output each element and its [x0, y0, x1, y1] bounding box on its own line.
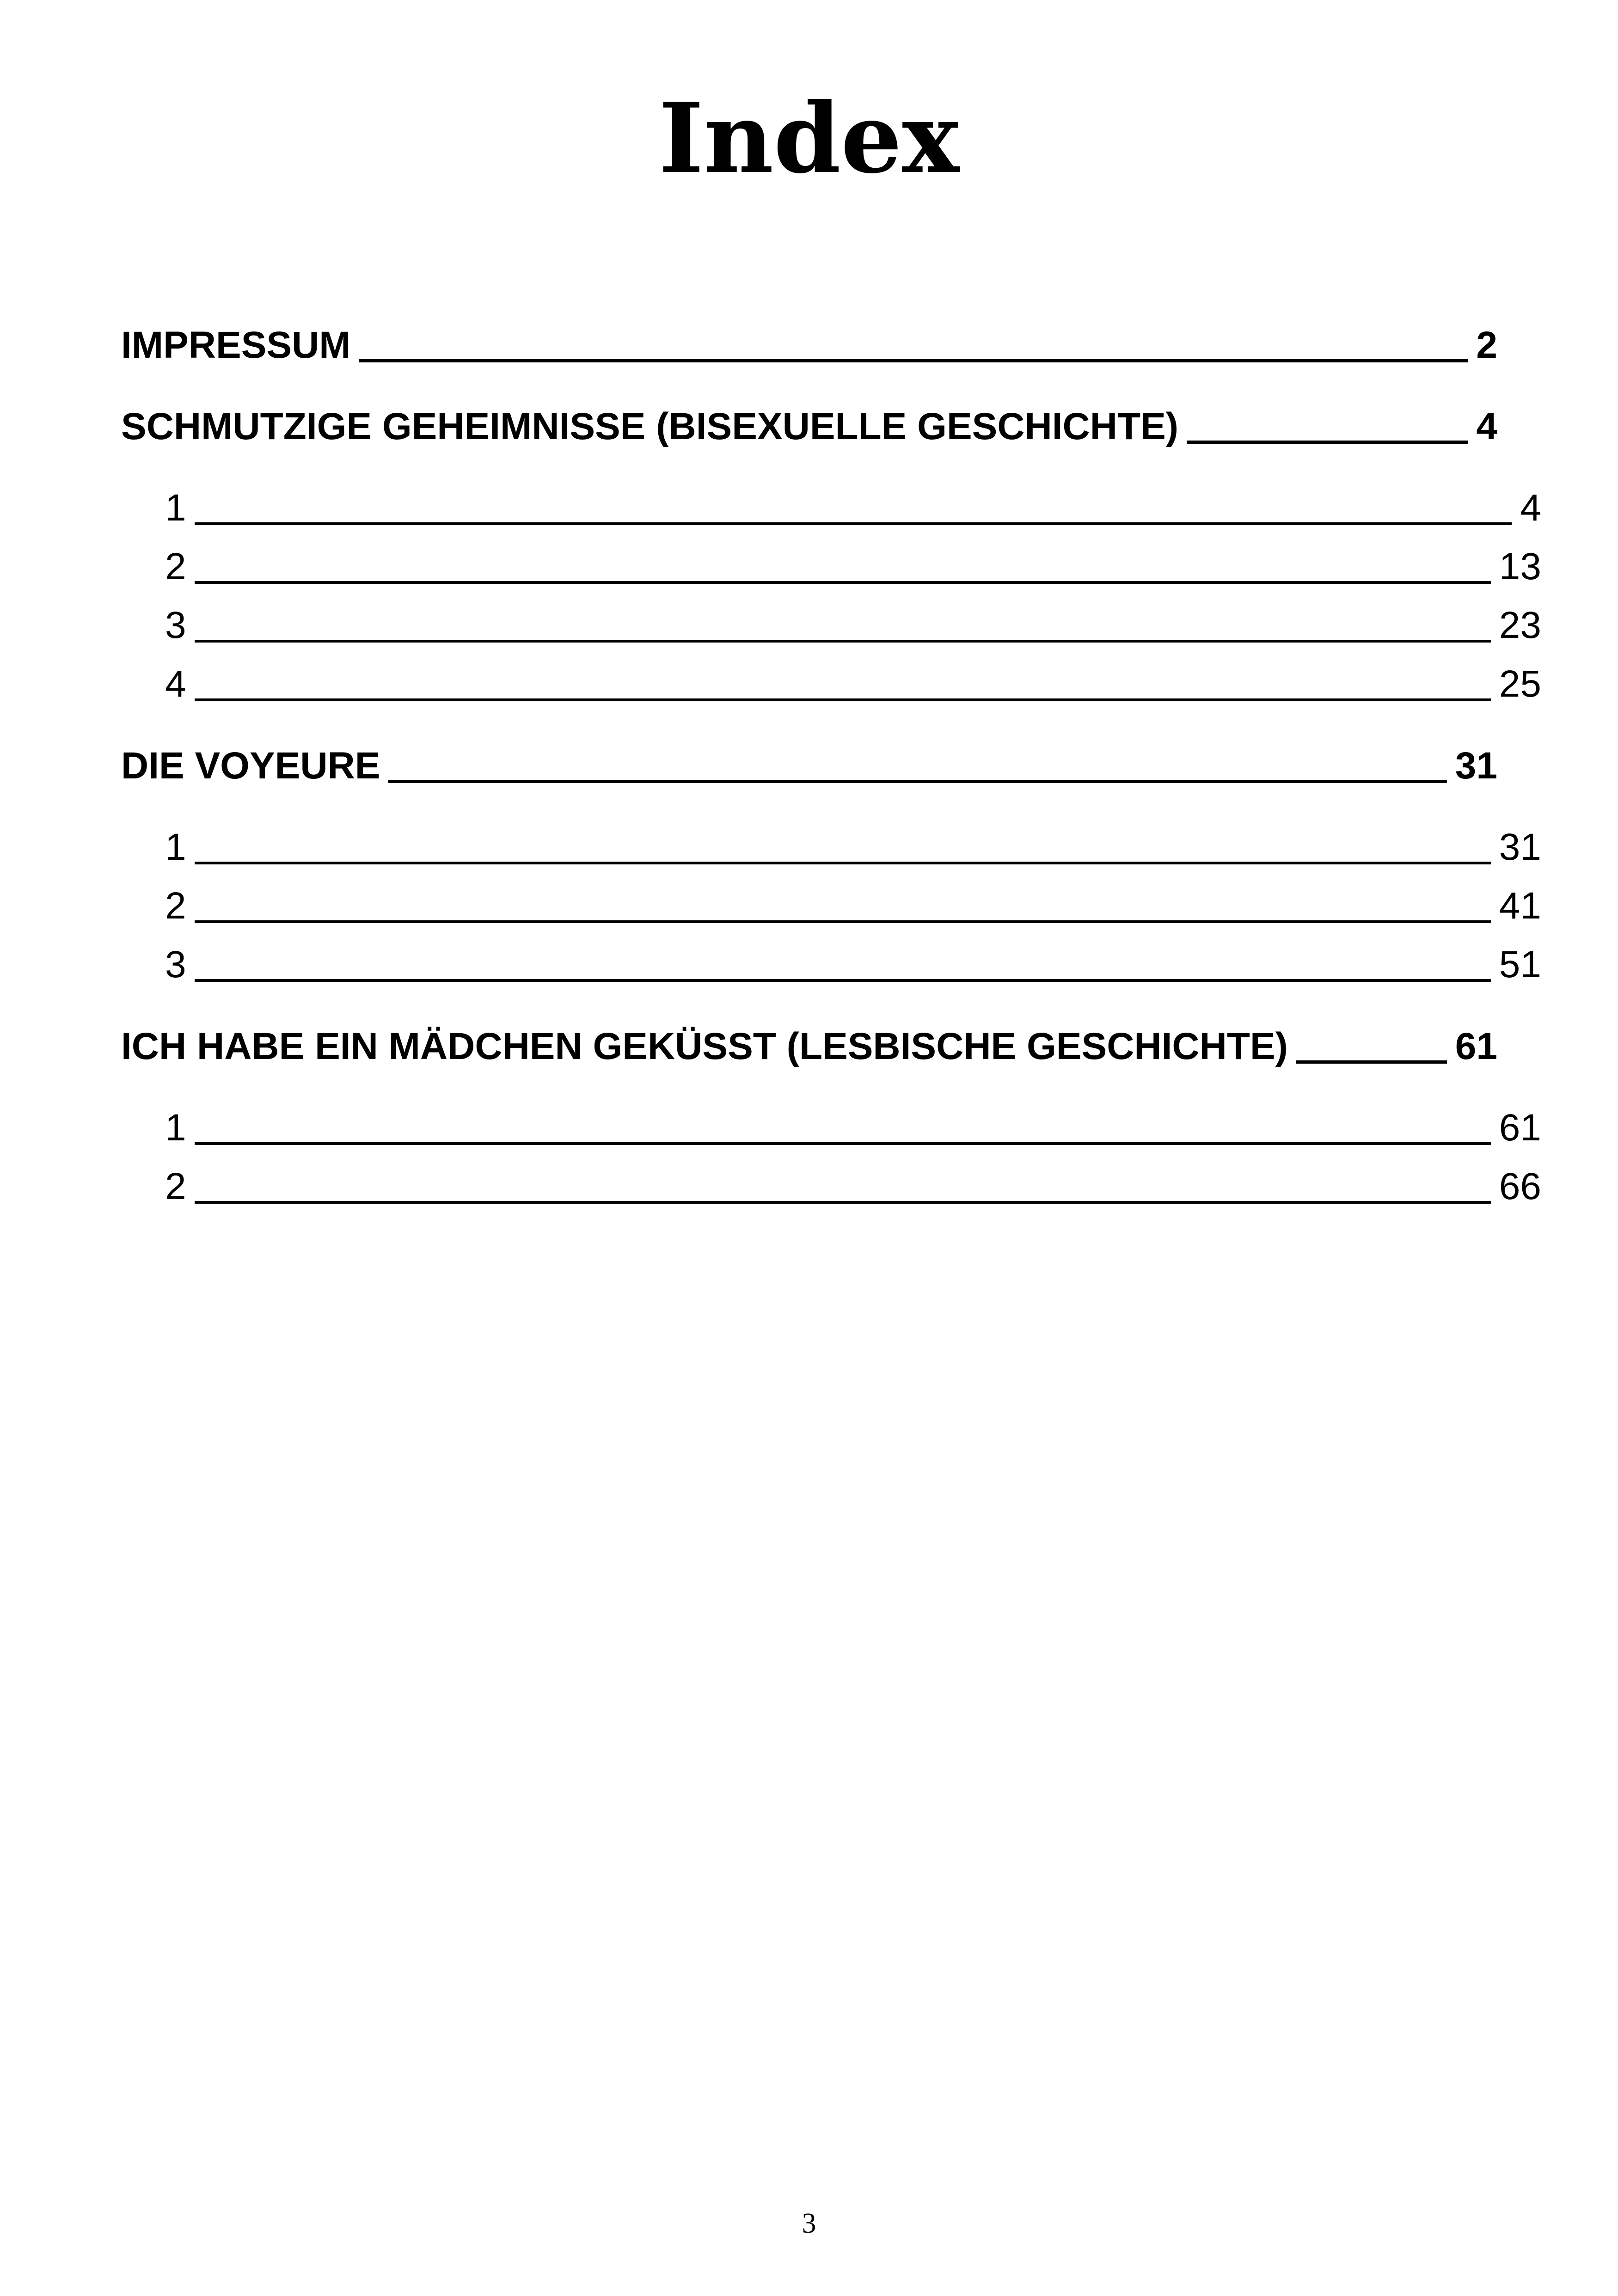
toc-leader-line: [359, 359, 1468, 362]
toc-entry-title: 2: [165, 545, 186, 588]
toc-entry-page: 31: [1499, 826, 1541, 868]
toc-leader-line: [195, 1142, 1491, 1145]
toc-entry-page: 25: [1499, 663, 1541, 705]
toc-entry-title: SCHMUTZIGE GEHEIMNISSE (BISEXUELLE GESCHICHTE): [121, 405, 1179, 447]
toc-entry-title: 3: [165, 604, 186, 646]
toc-leader-line: [195, 640, 1491, 643]
toc-subentry[interactable]: [121, 1106, 1541, 1165]
toc-entry-ich-habe-ein-maedchen-gekuesst[interactable]: [121, 1025, 1497, 1083]
toc-subentry[interactable]: [121, 662, 1541, 721]
toc-entry-page: 51: [1499, 943, 1541, 986]
toc-entry-page: 61: [1499, 1107, 1541, 1149]
toc-entry-page: 61: [1455, 1025, 1497, 1067]
toc-subentry[interactable]: [121, 884, 1541, 943]
toc-entry-title: 4: [165, 663, 186, 705]
toc-leader-line: [195, 1201, 1491, 1204]
toc-leader-line: [388, 780, 1446, 783]
toc-entry-title: 2: [165, 885, 186, 927]
table-of-contents: [121, 324, 1541, 1224]
page-number: 3: [802, 2208, 816, 2239]
toc-leader-line: [1187, 441, 1468, 444]
toc-entry-title: 1: [165, 1107, 186, 1149]
toc-entry-page: 4: [1476, 405, 1497, 447]
toc-subentry[interactable]: [121, 604, 1541, 662]
toc-entry-page: 13: [1499, 545, 1541, 588]
toc-entry-page: 41: [1499, 885, 1541, 927]
toc-leader-line: [195, 522, 1512, 525]
toc-entry-page: 2: [1476, 324, 1497, 366]
toc-leader-line: [195, 862, 1491, 864]
toc-leader-line: [195, 979, 1491, 982]
toc-entry-title: 2: [165, 1165, 186, 1207]
toc-entry-impressum[interactable]: [121, 324, 1497, 382]
toc-entry-die-voyeure[interactable]: [121, 744, 1497, 802]
toc-entry-page: 31: [1455, 745, 1497, 787]
toc-subentry[interactable]: [121, 943, 1541, 1002]
toc-entry-title: IMPRESSUM: [121, 324, 351, 366]
toc-leader-line: [195, 920, 1491, 923]
toc-entry-page: 23: [1499, 604, 1541, 646]
toc-entry-title: DIE VOYEURE: [121, 745, 380, 787]
toc-entry-schmutzige-geheimnisse[interactable]: [121, 405, 1497, 463]
toc-entry-title: ICH HABE EIN MÄDCHEN GEKÜSST (LESBISCHE GESCHICHTE): [121, 1025, 1288, 1067]
toc-subentry[interactable]: [121, 826, 1541, 884]
page-title: Index: [658, 82, 960, 195]
toc-subentry[interactable]: [121, 545, 1541, 604]
toc-entry-title: 1: [165, 487, 186, 529]
toc-leader-line: [195, 581, 1491, 584]
toc-entry-title: 3: [165, 943, 186, 986]
toc-subentry[interactable]: [121, 486, 1541, 545]
toc-entry-page: 4: [1520, 487, 1541, 529]
toc-subentry[interactable]: [121, 1165, 1541, 1224]
toc-leader-line: [195, 698, 1491, 701]
toc-entry-title: 1: [165, 826, 186, 868]
toc-leader-line: [1296, 1060, 1447, 1064]
toc-entry-page: 66: [1499, 1165, 1541, 1207]
